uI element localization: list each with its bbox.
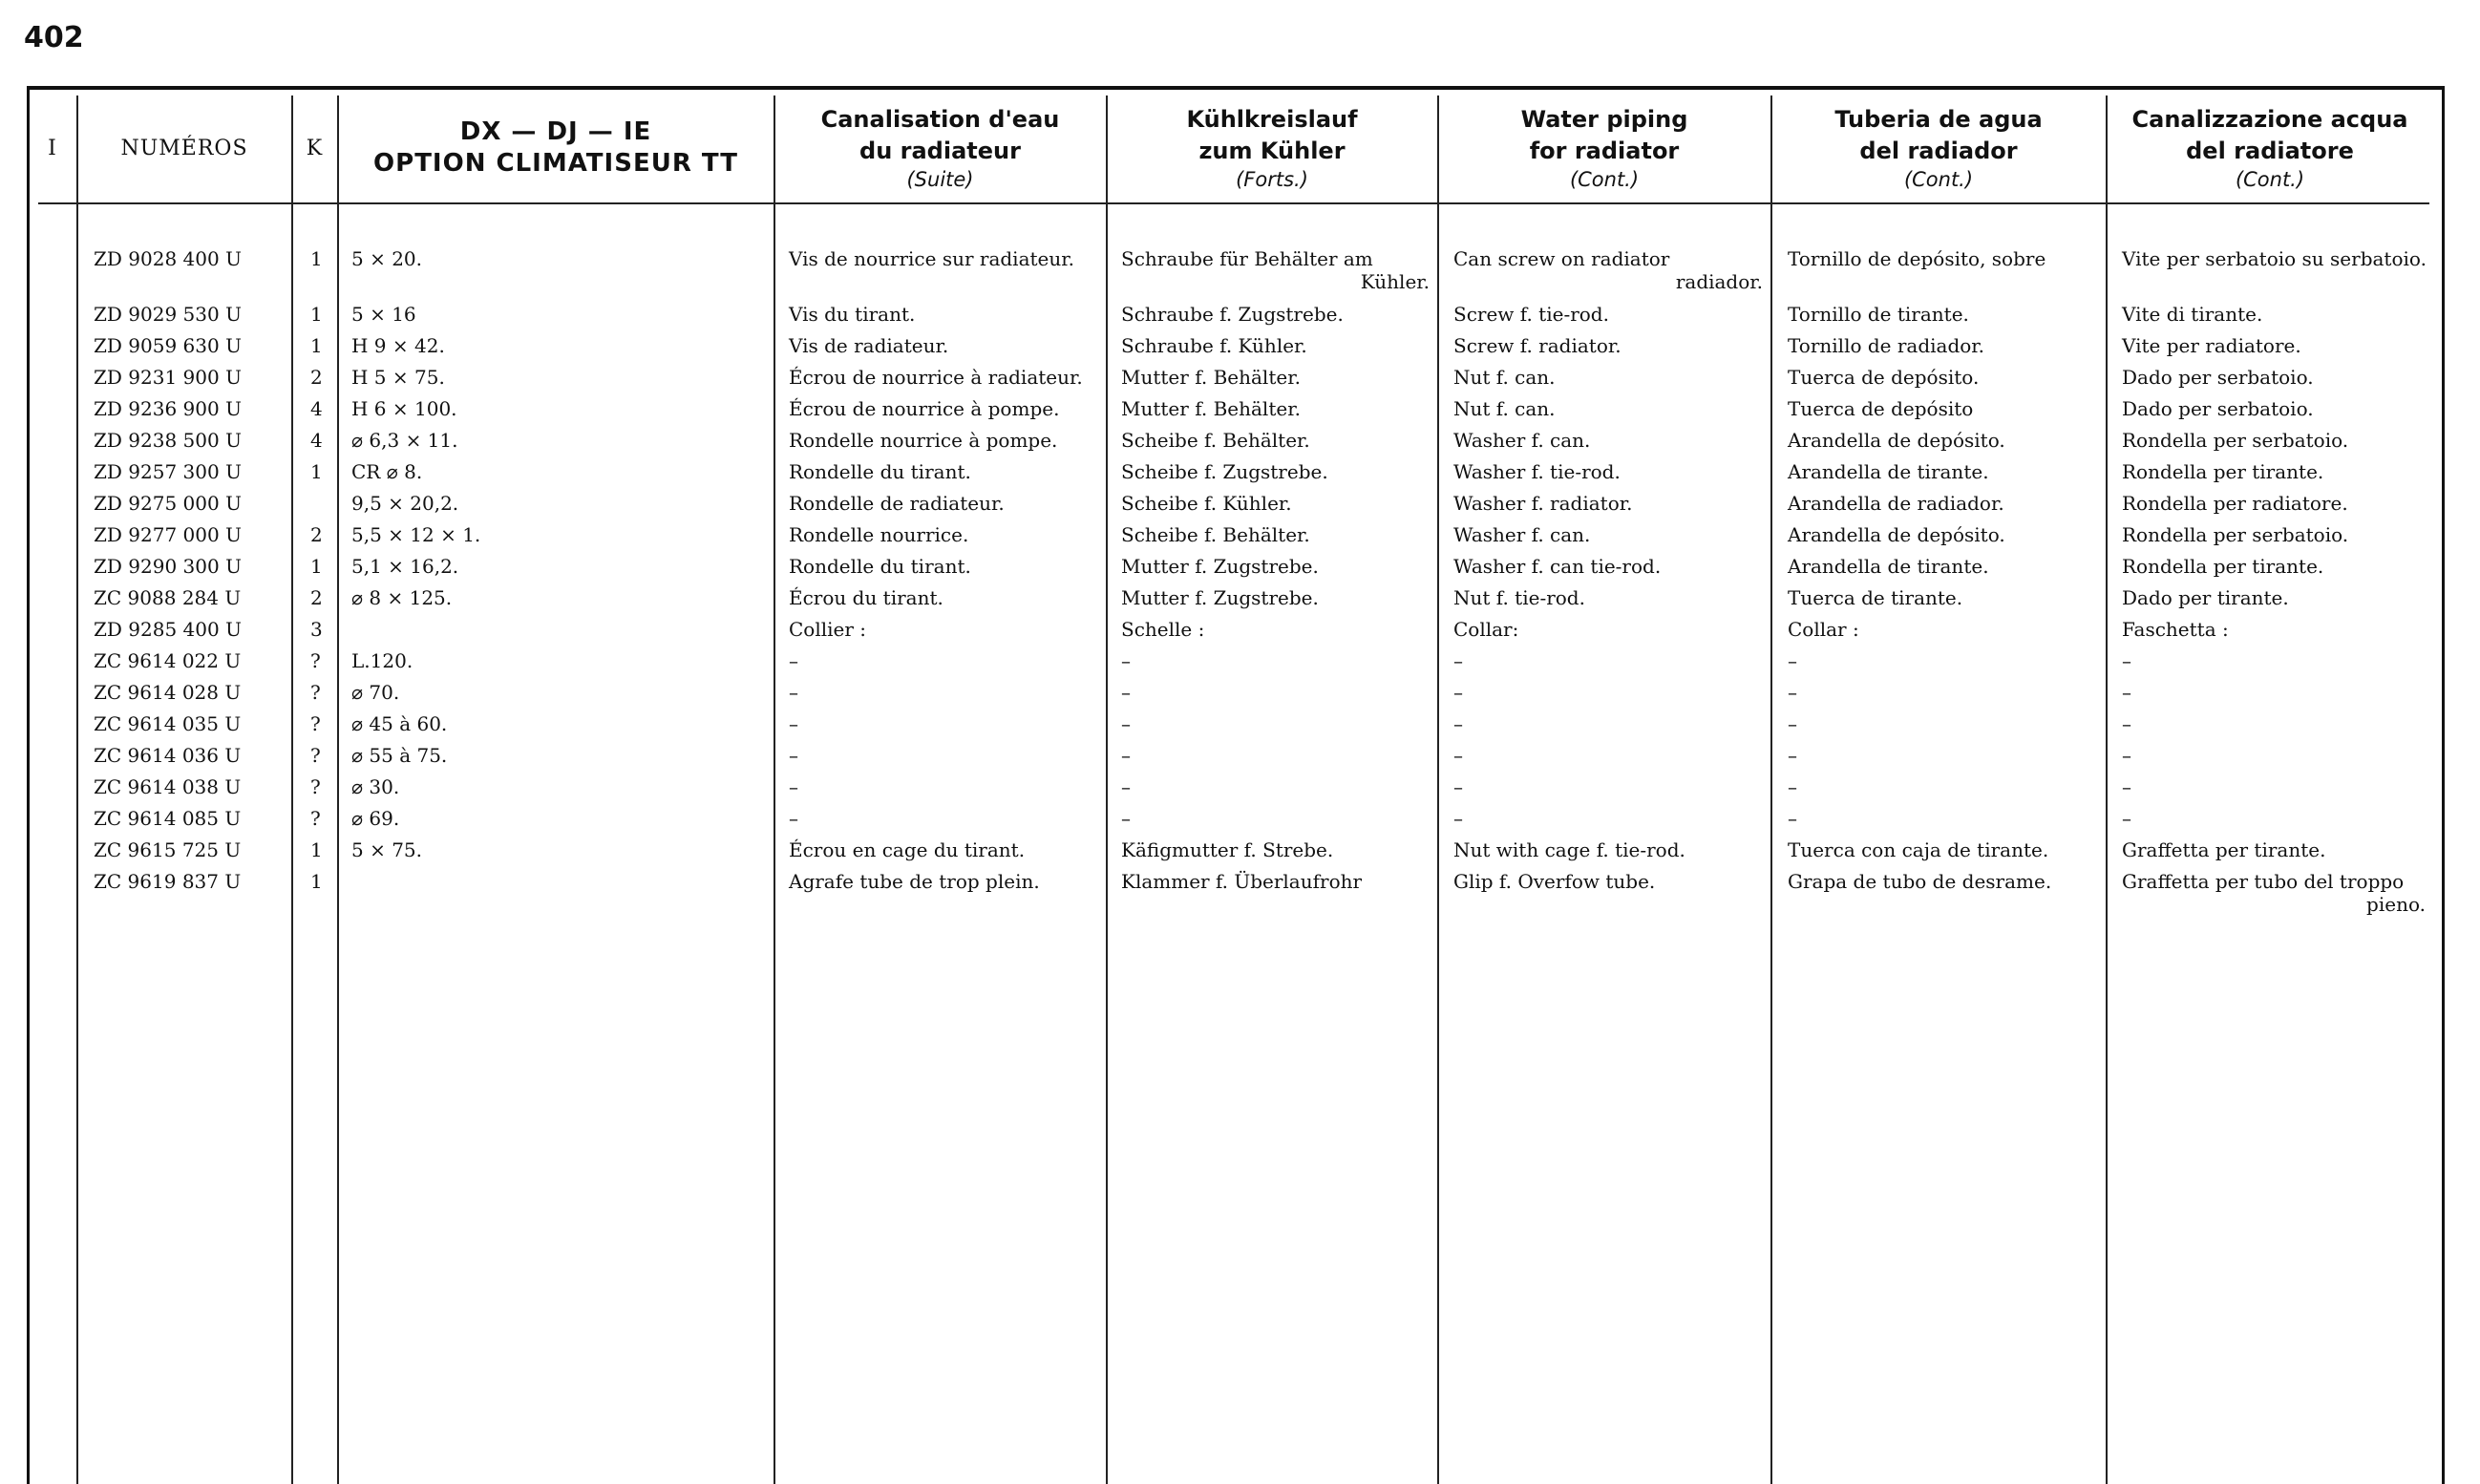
- cell-en: Can screw on radiator: [1453, 247, 1670, 270]
- cell-en: Washer f. can.: [1453, 429, 1591, 452]
- cell-spec: ⌀ 8 × 125.: [351, 586, 453, 609]
- cell-number: ZD 9029 530 U: [94, 303, 242, 326]
- cell-quantity: ?: [310, 807, 321, 830]
- header-model: DX — DJ — IE OPTION CLIMATISEUR TT: [373, 117, 738, 178]
- cell-es: –: [1788, 744, 1797, 767]
- cell-it: Vite di tirante.: [2122, 303, 2263, 326]
- cell-it: –: [2122, 775, 2131, 798]
- cell-fr: Rondelle nourrice.: [789, 523, 969, 546]
- cell-de: Mutter f. Zugstrebe.: [1121, 555, 1319, 578]
- cell-spec: ⌀ 69.: [351, 807, 400, 830]
- cell-it: –: [2122, 712, 2131, 735]
- cell-number: ZC 9615 725 U: [94, 838, 242, 861]
- column-divider: [76, 95, 78, 1484]
- cell-number: ZD 9290 300 U: [94, 555, 242, 578]
- cell-it: Dado per tirante.: [2122, 586, 2289, 609]
- cell-spec: ⌀ 55 à 75.: [351, 744, 448, 767]
- cell-spec: 5,1 × 16,2.: [351, 555, 459, 578]
- cell-de: Mutter f. Behälter.: [1121, 397, 1301, 420]
- cell-fr: Agrafe tube de trop plein.: [789, 870, 1040, 893]
- cell-it-cont: pieno.: [2366, 893, 2426, 916]
- cell-de: –: [1121, 649, 1131, 672]
- cell-quantity: 2: [310, 366, 323, 389]
- cell-spec: ⌀ 6,3 × 11.: [351, 429, 458, 452]
- cell-spec: H 9 × 42.: [351, 334, 445, 357]
- cell-number: ZD 9257 300 U: [94, 460, 242, 483]
- cell-fr: Rondelle du tirant.: [789, 460, 971, 483]
- cell-de: –: [1121, 681, 1131, 704]
- cell-es: Grapa de tubo de desrame.: [1788, 870, 2052, 893]
- column-divider: [2106, 95, 2108, 1484]
- header-k: K: [306, 136, 324, 160]
- cell-it: Faschetta :: [2122, 618, 2229, 641]
- cell-en: –: [1453, 649, 1463, 672]
- cell-de: Scheibe f. Kühler.: [1121, 492, 1292, 515]
- cell-quantity: ?: [310, 744, 321, 767]
- cell-number: ZC 9614 085 U: [94, 807, 242, 830]
- cell-spec: 5 × 20.: [351, 247, 423, 270]
- cell-spec: 5 × 75.: [351, 838, 423, 861]
- cell-quantity: 2: [310, 586, 323, 609]
- cell-number: ZD 9238 500 U: [94, 429, 242, 452]
- cell-fr: –: [789, 649, 798, 672]
- cell-number: ZD 9231 900 U: [94, 366, 242, 389]
- cell-de: Mutter f. Zugstrebe.: [1121, 586, 1319, 609]
- header-i: I: [48, 136, 57, 160]
- cell-es: Tuerca de depósito: [1788, 397, 1974, 420]
- page-number: 402: [24, 21, 84, 54]
- cell-it: Dado per serbatoio.: [2122, 366, 2314, 389]
- cell-fr: Vis de radiateur.: [789, 334, 949, 357]
- cell-it: –: [2122, 807, 2131, 830]
- cell-es: Arandella de depósito.: [1788, 523, 2005, 546]
- cell-spec: 9,5 × 20,2.: [351, 492, 459, 515]
- cell-fr: Collier :: [789, 618, 867, 641]
- cell-number: ZC 9619 837 U: [94, 870, 242, 893]
- cell-en: Washer f. can.: [1453, 523, 1591, 546]
- cell-es: Tuerca de tirante.: [1788, 586, 1963, 609]
- header-en: Water piping for radiator (Cont.): [1520, 105, 1688, 191]
- header-de: Kühlkreislauf zum Kühler (Forts.): [1186, 105, 1358, 191]
- cell-fr: –: [789, 775, 798, 798]
- column-divider: [291, 95, 293, 1484]
- cell-fr: –: [789, 712, 798, 735]
- cell-en: Screw f. radiator.: [1453, 334, 1622, 357]
- cell-es: Arandella de tirante.: [1788, 460, 1989, 483]
- cell-es: –: [1788, 649, 1797, 672]
- cell-quantity: 2: [310, 523, 323, 546]
- cell-fr: –: [789, 681, 798, 704]
- header-rule: [38, 202, 2429, 204]
- header-it: Canalizzazione acqua del radiatore (Cont.): [2131, 105, 2408, 191]
- cell-quantity: 1: [310, 460, 323, 483]
- cell-de: Scheibe f. Behälter.: [1121, 429, 1310, 452]
- cell-number: ZD 9059 630 U: [94, 334, 242, 357]
- header-fr: Canalisation d'eau du radiateur (Suite): [820, 105, 1060, 191]
- cell-number: ZC 9614 035 U: [94, 712, 242, 735]
- cell-spec: ⌀ 45 à 60.: [351, 712, 448, 735]
- cell-it: Rondella per tirante.: [2122, 460, 2324, 483]
- cell-it: Dado per serbatoio.: [2122, 397, 2314, 420]
- cell-it: Rondella per radiatore.: [2122, 492, 2348, 515]
- cell-it: Graffetta per tubo del troppo: [2122, 870, 2405, 893]
- cell-fr: Écrou de nourrice à radiateur.: [789, 366, 1083, 389]
- cell-en: Collar:: [1453, 618, 1519, 641]
- cell-number: ZD 9028 400 U: [94, 247, 242, 270]
- cell-spec: ⌀ 30.: [351, 775, 400, 798]
- cell-it: Vite per radiatore.: [2122, 334, 2301, 357]
- column-divider: [774, 95, 775, 1484]
- cell-quantity: 1: [310, 247, 323, 270]
- cell-spec: L.120.: [351, 649, 413, 672]
- cell-en: Washer f. tie-rod.: [1453, 460, 1621, 483]
- cell-fr: Rondelle nourrice à pompe.: [789, 429, 1058, 452]
- cell-quantity: ?: [310, 681, 321, 704]
- cell-en: Nut f. tie-rod.: [1453, 586, 1585, 609]
- cell-it: –: [2122, 681, 2131, 704]
- cell-fr: Écrou du tirant.: [789, 586, 943, 609]
- cell-it: Rondella per serbatoio.: [2122, 523, 2349, 546]
- cell-spec: H 5 × 75.: [351, 366, 445, 389]
- cell-es: –: [1788, 681, 1797, 704]
- cell-de: Scheibe f. Zugstrebe.: [1121, 460, 1328, 483]
- cell-it: Rondella per serbatoio.: [2122, 429, 2349, 452]
- cell-it: –: [2122, 744, 2131, 767]
- cell-de: –: [1121, 807, 1131, 830]
- cell-de: Klammer f. Überlaufrohr: [1121, 870, 1363, 893]
- cell-es: Arandella de tirante.: [1788, 555, 1989, 578]
- cell-fr: Vis de nourrice sur radiateur.: [789, 247, 1074, 270]
- cell-fr: Écrou de nourrice à pompe.: [789, 397, 1060, 420]
- header-numeros: NUMÉROS: [120, 136, 248, 160]
- cell-fr: Écrou en cage du tirant.: [789, 838, 1026, 861]
- cell-de: –: [1121, 775, 1131, 798]
- cell-fr: Vis du tirant.: [789, 303, 916, 326]
- cell-es: Arandella de depósito.: [1788, 429, 2005, 452]
- column-divider: [1106, 95, 1108, 1484]
- cell-en: Nut f. can.: [1453, 366, 1556, 389]
- cell-es: Tuerca de depósito.: [1788, 366, 1980, 389]
- cell-number: ZC 9614 028 U: [94, 681, 242, 704]
- cell-es: –: [1788, 775, 1797, 798]
- cell-number: ZC 9614 036 U: [94, 744, 242, 767]
- cell-quantity: 1: [310, 334, 323, 357]
- cell-fr: –: [789, 744, 798, 767]
- cell-spec: CR ⌀ 8.: [351, 460, 423, 483]
- cell-it: Graffetta per tirante.: [2122, 838, 2326, 861]
- cell-en: –: [1453, 807, 1463, 830]
- cell-en: Glip f. Overfow tube.: [1453, 870, 1656, 893]
- cell-quantity: 1: [310, 870, 323, 893]
- cell-spec: 5 × 16: [351, 303, 416, 326]
- cell-es: Collar :: [1788, 618, 1859, 641]
- cell-en: –: [1453, 744, 1463, 767]
- cell-quantity: 1: [310, 303, 323, 326]
- cell-es: Arandella de radiador.: [1788, 492, 2004, 515]
- cell-number: ZC 9088 284 U: [94, 586, 242, 609]
- cell-de: Mutter f. Behälter.: [1121, 366, 1301, 389]
- cell-es: Tuerca con caja de tirante.: [1788, 838, 2049, 861]
- cell-number: ZC 9614 038 U: [94, 775, 242, 798]
- cell-fr: –: [789, 807, 798, 830]
- cell-es: Tornillo de radiador.: [1788, 334, 1985, 357]
- cell-quantity: 1: [310, 555, 323, 578]
- cell-en: Nut with cage f. tie-rod.: [1453, 838, 1685, 861]
- cell-es: Tornillo de tirante.: [1788, 303, 1969, 326]
- cell-en: Washer f. radiator.: [1453, 492, 1633, 515]
- cell-quantity: ?: [310, 775, 321, 798]
- cell-de: Schraube f. Zugstrebe.: [1121, 303, 1344, 326]
- cell-fr: Rondelle du tirant.: [789, 555, 971, 578]
- cell-quantity: 4: [310, 397, 323, 420]
- cell-quantity: 1: [310, 838, 323, 861]
- column-divider: [1770, 95, 1772, 1484]
- cell-en: Screw f. tie-rod.: [1453, 303, 1609, 326]
- cell-spec: ⌀ 70.: [351, 681, 400, 704]
- cell-de: Schraube für Behälter am: [1121, 247, 1373, 270]
- cell-en: Nut f. can.: [1453, 397, 1556, 420]
- cell-es-cont: radiador.: [1675, 270, 1763, 293]
- cell-es: Tornillo de depósito, sobre: [1788, 247, 2046, 270]
- cell-en: Washer f. can tie-rod.: [1453, 555, 1662, 578]
- cell-de: Schelle :: [1121, 618, 1205, 641]
- cell-de-cont: Kühler.: [1360, 270, 1430, 293]
- cell-quantity: ?: [310, 649, 321, 672]
- cell-de: –: [1121, 744, 1131, 767]
- cell-es: –: [1788, 712, 1797, 735]
- cell-fr: Rondelle de radiateur.: [789, 492, 1005, 515]
- header-es: Tuberia de agua del radiador (Cont.): [1834, 105, 2043, 191]
- cell-quantity: ?: [310, 712, 321, 735]
- cell-en: –: [1453, 775, 1463, 798]
- cell-de: Schraube f. Kühler.: [1121, 334, 1307, 357]
- cell-number: ZD 9277 000 U: [94, 523, 242, 546]
- cell-it: Rondella per tirante.: [2122, 555, 2324, 578]
- cell-it: Vite per serbatoio su serbatoio.: [2122, 247, 2427, 270]
- cell-de: –: [1121, 712, 1131, 735]
- cell-spec: 5,5 × 12 × 1.: [351, 523, 481, 546]
- cell-quantity: 3: [310, 618, 323, 641]
- cell-en: –: [1453, 712, 1463, 735]
- cell-de: Käfigmutter f. Strebe.: [1121, 838, 1334, 861]
- column-divider: [337, 95, 339, 1484]
- cell-quantity: 4: [310, 429, 323, 452]
- cell-number: ZD 9285 400 U: [94, 618, 242, 641]
- cell-number: ZC 9614 022 U: [94, 649, 242, 672]
- cell-it: –: [2122, 649, 2131, 672]
- cell-es: –: [1788, 807, 1797, 830]
- cell-number: ZD 9275 000 U: [94, 492, 242, 515]
- cell-en: –: [1453, 681, 1463, 704]
- cell-number: ZD 9236 900 U: [94, 397, 242, 420]
- cell-spec: H 6 × 100.: [351, 397, 457, 420]
- column-divider: [1437, 95, 1439, 1484]
- cell-de: Scheibe f. Behälter.: [1121, 523, 1310, 546]
